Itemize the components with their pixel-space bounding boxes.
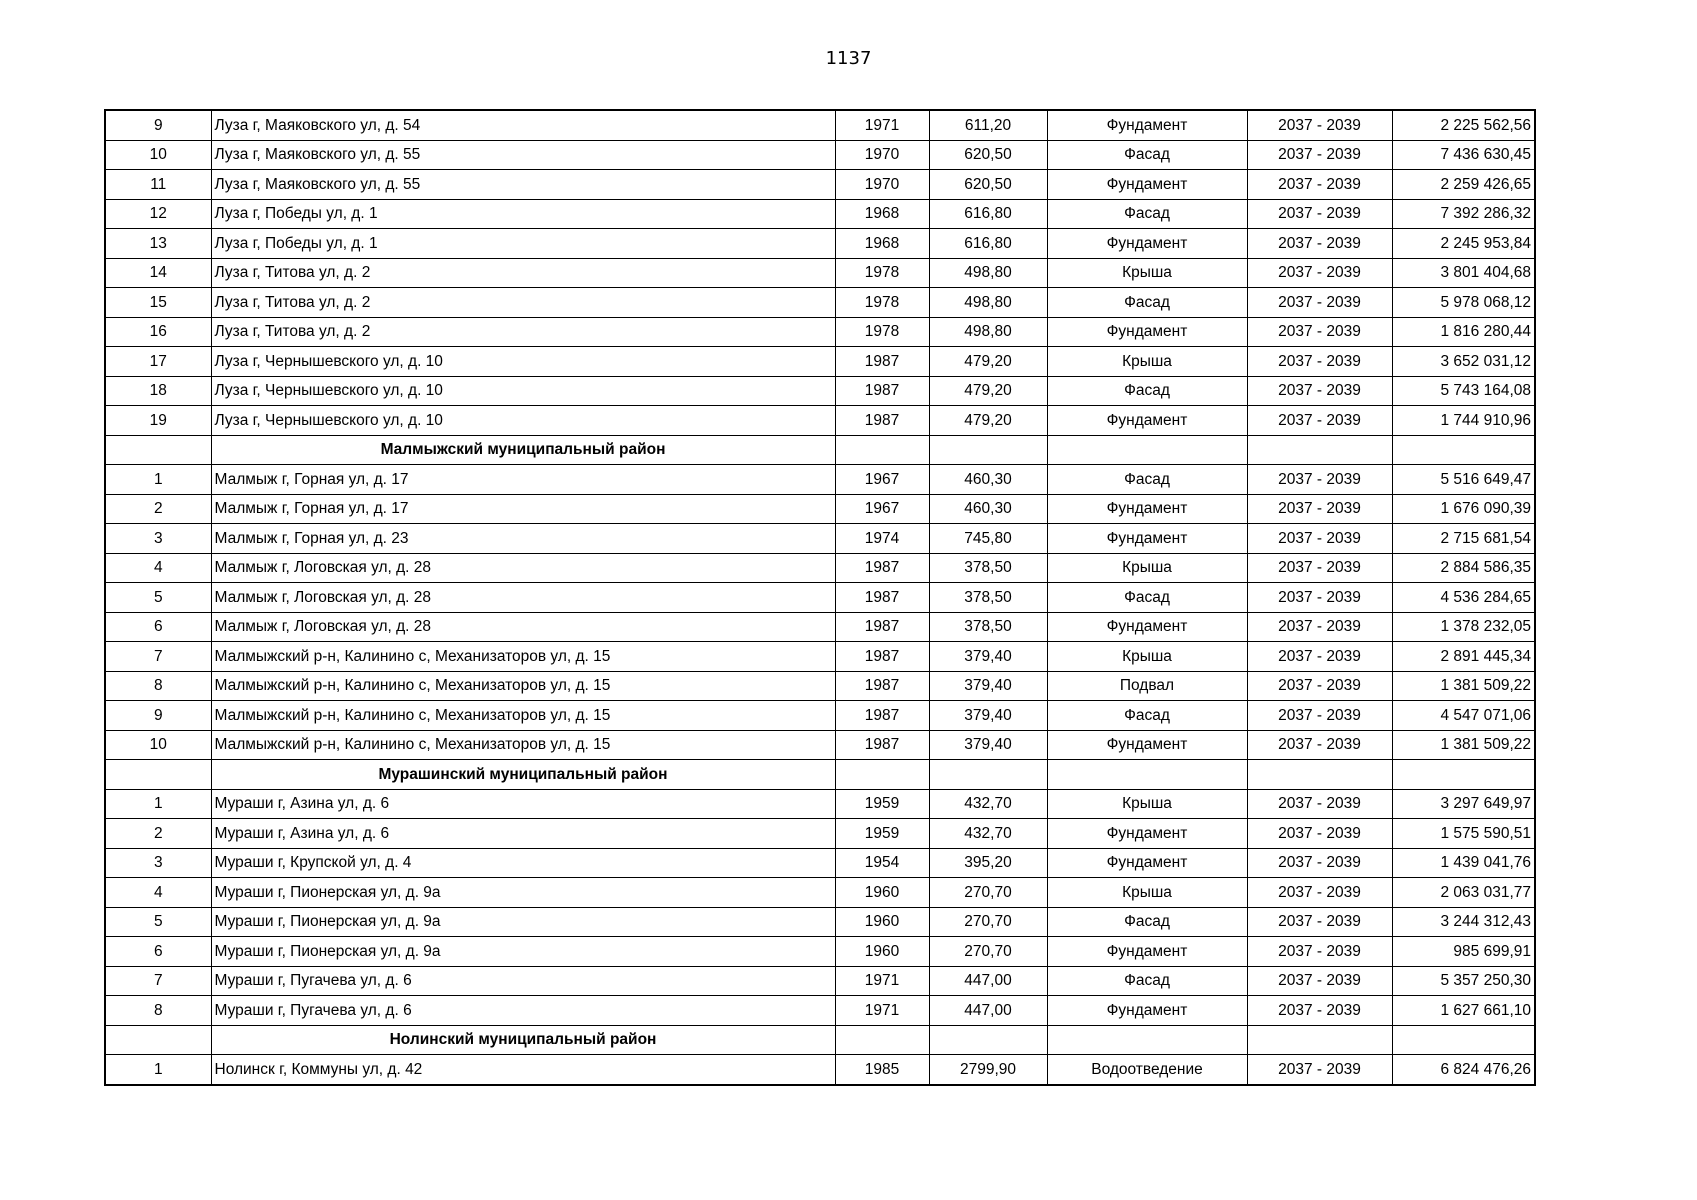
work-type-cell: Фасад bbox=[1047, 701, 1247, 731]
work-type-cell: Фундамент bbox=[1047, 110, 1247, 140]
year-built-cell: 1987 bbox=[835, 553, 929, 583]
period-cell: 2037 - 2039 bbox=[1247, 465, 1392, 495]
table-row bbox=[105, 701, 1535, 731]
cost-cell: 4 547 071,06 bbox=[1392, 701, 1535, 731]
period-cell: 2037 - 2039 bbox=[1247, 170, 1392, 200]
row-number-cell: 19 bbox=[105, 406, 211, 436]
table-row bbox=[105, 819, 1535, 849]
period-cell: 2037 - 2039 bbox=[1247, 730, 1392, 760]
period-cell: 2037 - 2039 bbox=[1247, 789, 1392, 819]
cost-cell: 5 516 649,47 bbox=[1392, 465, 1535, 495]
work-type-cell: Фундамент bbox=[1047, 819, 1247, 849]
address-cell: Малмыж г, Логовская ул, д. 28 bbox=[211, 583, 835, 613]
row-number-cell: 3 bbox=[105, 524, 211, 554]
table-row bbox=[105, 524, 1535, 554]
address-cell: Луза г, Чернышевского ул, д. 10 bbox=[211, 406, 835, 436]
row-number-cell: 1 bbox=[105, 465, 211, 495]
row-number-cell: 7 bbox=[105, 642, 211, 672]
year-built-cell: 1960 bbox=[835, 907, 929, 937]
work-type-cell: Крыша bbox=[1047, 258, 1247, 288]
area-cell: 379,40 bbox=[929, 671, 1047, 701]
year-built-cell: 1987 bbox=[835, 671, 929, 701]
period-cell: 2037 - 2039 bbox=[1247, 553, 1392, 583]
area-cell: 620,50 bbox=[929, 140, 1047, 170]
row-number-cell: 4 bbox=[105, 878, 211, 908]
row-number-cell: 10 bbox=[105, 730, 211, 760]
year-built-cell: 1987 bbox=[835, 642, 929, 672]
cost-cell: 3 652 031,12 bbox=[1392, 347, 1535, 377]
empty-cell bbox=[1247, 760, 1392, 790]
empty-cell bbox=[105, 760, 211, 790]
work-type-cell: Фундамент bbox=[1047, 170, 1247, 200]
work-type-cell: Фундамент bbox=[1047, 524, 1247, 554]
year-built-cell: 1987 bbox=[835, 730, 929, 760]
period-cell: 2037 - 2039 bbox=[1247, 612, 1392, 642]
area-cell: 611,20 bbox=[929, 110, 1047, 140]
table-row bbox=[105, 317, 1535, 347]
area-cell: 447,00 bbox=[929, 966, 1047, 996]
cost-cell: 2 884 586,35 bbox=[1392, 553, 1535, 583]
empty-cell bbox=[105, 1025, 211, 1055]
table-row bbox=[105, 966, 1535, 996]
work-type-cell: Фасад bbox=[1047, 907, 1247, 937]
period-cell: 2037 - 2039 bbox=[1247, 819, 1392, 849]
address-cell: Мураши г, Пионерская ул, д. 9а bbox=[211, 937, 835, 967]
year-built-cell: 1970 bbox=[835, 170, 929, 200]
address-cell: Малмыж г, Логовская ул, д. 28 bbox=[211, 553, 835, 583]
table-row bbox=[105, 789, 1535, 819]
address-cell: Луза г, Титова ул, д. 2 bbox=[211, 258, 835, 288]
period-cell: 2037 - 2039 bbox=[1247, 199, 1392, 229]
table-row bbox=[105, 612, 1535, 642]
work-type-cell: Крыша bbox=[1047, 642, 1247, 672]
year-built-cell: 1967 bbox=[835, 465, 929, 495]
table-row bbox=[105, 996, 1535, 1026]
cost-cell: 7 392 286,32 bbox=[1392, 199, 1535, 229]
period-cell: 2037 - 2039 bbox=[1247, 642, 1392, 672]
cost-cell: 1 575 590,51 bbox=[1392, 819, 1535, 849]
row-number-cell: 8 bbox=[105, 996, 211, 1026]
row-number-cell: 1 bbox=[105, 789, 211, 819]
section-row bbox=[105, 1025, 1535, 1055]
row-number-cell: 7 bbox=[105, 966, 211, 996]
cost-cell: 1 378 232,05 bbox=[1392, 612, 1535, 642]
address-cell: Малмыжский р-н, Калинино с, Механизаторов ул, д. 15 bbox=[211, 671, 835, 701]
address-cell: Луза г, Маяковского ул, д. 55 bbox=[211, 140, 835, 170]
area-cell: 379,40 bbox=[929, 642, 1047, 672]
address-cell: Нолинск г, Коммуны ул, д. 42 bbox=[211, 1055, 835, 1085]
year-built-cell: 1971 bbox=[835, 966, 929, 996]
work-type-cell: Фундамент bbox=[1047, 996, 1247, 1026]
table-row bbox=[105, 465, 1535, 495]
table-row bbox=[105, 878, 1535, 908]
cost-cell: 4 536 284,65 bbox=[1392, 583, 1535, 613]
section-title: Нолинский муниципальный район bbox=[211, 1025, 835, 1055]
year-built-cell: 1987 bbox=[835, 583, 929, 613]
work-type-cell: Фасад bbox=[1047, 288, 1247, 318]
repair-registry-table bbox=[104, 109, 1536, 1086]
period-cell: 2037 - 2039 bbox=[1247, 347, 1392, 377]
work-type-cell: Фасад bbox=[1047, 376, 1247, 406]
row-number-cell: 9 bbox=[105, 110, 211, 140]
area-cell: 379,40 bbox=[929, 730, 1047, 760]
year-built-cell: 1985 bbox=[835, 1055, 929, 1085]
row-number-cell: 2 bbox=[105, 819, 211, 849]
period-cell: 2037 - 2039 bbox=[1247, 937, 1392, 967]
address-cell: Мураши г, Азина ул, д. 6 bbox=[211, 819, 835, 849]
row-number-cell: 10 bbox=[105, 140, 211, 170]
area-cell: 498,80 bbox=[929, 288, 1047, 318]
period-cell: 2037 - 2039 bbox=[1247, 701, 1392, 731]
empty-cell bbox=[105, 435, 211, 465]
row-number-cell: 5 bbox=[105, 907, 211, 937]
page-number: 1137 bbox=[825, 48, 872, 69]
work-type-cell: Крыша bbox=[1047, 553, 1247, 583]
period-cell: 2037 - 2039 bbox=[1247, 848, 1392, 878]
year-built-cell: 1967 bbox=[835, 494, 929, 524]
address-cell: Мураши г, Пугачева ул, д. 6 bbox=[211, 996, 835, 1026]
row-number-cell: 5 bbox=[105, 583, 211, 613]
row-number-cell: 16 bbox=[105, 317, 211, 347]
row-number-cell: 2 bbox=[105, 494, 211, 524]
cost-cell: 5 743 164,08 bbox=[1392, 376, 1535, 406]
cost-cell: 6 824 476,26 bbox=[1392, 1055, 1535, 1085]
year-built-cell: 1974 bbox=[835, 524, 929, 554]
period-cell: 2037 - 2039 bbox=[1247, 317, 1392, 347]
work-type-cell: Фундамент bbox=[1047, 229, 1247, 259]
table-row bbox=[105, 1055, 1535, 1085]
empty-cell bbox=[1392, 1025, 1535, 1055]
area-cell: 620,50 bbox=[929, 170, 1047, 200]
table-row bbox=[105, 642, 1535, 672]
cost-cell: 985 699,91 bbox=[1392, 937, 1535, 967]
year-built-cell: 1987 bbox=[835, 612, 929, 642]
area-cell: 616,80 bbox=[929, 199, 1047, 229]
empty-cell bbox=[1047, 1025, 1247, 1055]
row-number-cell: 1 bbox=[105, 1055, 211, 1085]
address-cell: Мураши г, Пионерская ул, д. 9а bbox=[211, 907, 835, 937]
year-built-cell: 1971 bbox=[835, 110, 929, 140]
area-cell: 616,80 bbox=[929, 229, 1047, 259]
work-type-cell: Фасад bbox=[1047, 140, 1247, 170]
table-row bbox=[105, 848, 1535, 878]
area-cell: 378,50 bbox=[929, 553, 1047, 583]
area-cell: 2799,90 bbox=[929, 1055, 1047, 1085]
address-cell: Луза г, Маяковского ул, д. 54 bbox=[211, 110, 835, 140]
cost-cell: 2 063 031,77 bbox=[1392, 878, 1535, 908]
cost-cell: 3 297 649,97 bbox=[1392, 789, 1535, 819]
year-built-cell: 1987 bbox=[835, 347, 929, 377]
period-cell: 2037 - 2039 bbox=[1247, 583, 1392, 613]
row-number-cell: 4 bbox=[105, 553, 211, 583]
table-row bbox=[105, 376, 1535, 406]
area-cell: 395,20 bbox=[929, 848, 1047, 878]
period-cell: 2037 - 2039 bbox=[1247, 907, 1392, 937]
address-cell: Малмыжский р-н, Калинино с, Механизаторов ул, д. 15 bbox=[211, 730, 835, 760]
table-row bbox=[105, 140, 1535, 170]
work-type-cell: Фундамент bbox=[1047, 730, 1247, 760]
period-cell: 2037 - 2039 bbox=[1247, 966, 1392, 996]
empty-cell bbox=[835, 435, 929, 465]
cost-cell: 7 436 630,45 bbox=[1392, 140, 1535, 170]
area-cell: 270,70 bbox=[929, 907, 1047, 937]
table-row bbox=[105, 229, 1535, 259]
empty-cell bbox=[1392, 435, 1535, 465]
cost-cell: 3 801 404,68 bbox=[1392, 258, 1535, 288]
area-cell: 270,70 bbox=[929, 937, 1047, 967]
address-cell: Луза г, Титова ул, д. 2 bbox=[211, 288, 835, 318]
table-row bbox=[105, 288, 1535, 318]
table-row bbox=[105, 494, 1535, 524]
table-row bbox=[105, 937, 1535, 967]
empty-cell bbox=[835, 760, 929, 790]
cost-cell: 2 225 562,56 bbox=[1392, 110, 1535, 140]
row-number-cell: 6 bbox=[105, 937, 211, 967]
period-cell: 2037 - 2039 bbox=[1247, 406, 1392, 436]
area-cell: 745,80 bbox=[929, 524, 1047, 554]
table-row bbox=[105, 907, 1535, 937]
area-cell: 460,30 bbox=[929, 465, 1047, 495]
table-row bbox=[105, 730, 1535, 760]
address-cell: Мураши г, Пугачева ул, д. 6 bbox=[211, 966, 835, 996]
row-number-cell: 11 bbox=[105, 170, 211, 200]
period-cell: 2037 - 2039 bbox=[1247, 996, 1392, 1026]
area-cell: 432,70 bbox=[929, 789, 1047, 819]
work-type-cell: Фасад bbox=[1047, 465, 1247, 495]
year-built-cell: 1960 bbox=[835, 878, 929, 908]
address-cell: Малмыж г, Логовская ул, д. 28 bbox=[211, 612, 835, 642]
empty-cell bbox=[1247, 1025, 1392, 1055]
cost-cell: 5 978 068,12 bbox=[1392, 288, 1535, 318]
area-cell: 432,70 bbox=[929, 819, 1047, 849]
table-row bbox=[105, 258, 1535, 288]
year-built-cell: 1978 bbox=[835, 317, 929, 347]
table-row bbox=[105, 583, 1535, 613]
table-row bbox=[105, 671, 1535, 701]
period-cell: 2037 - 2039 bbox=[1247, 671, 1392, 701]
work-type-cell: Фундамент bbox=[1047, 937, 1247, 967]
empty-cell bbox=[1047, 760, 1247, 790]
year-built-cell: 1971 bbox=[835, 996, 929, 1026]
work-type-cell: Крыша bbox=[1047, 878, 1247, 908]
table-row bbox=[105, 110, 1535, 140]
address-cell: Луза г, Победы ул, д. 1 bbox=[211, 199, 835, 229]
work-type-cell: Подвал bbox=[1047, 671, 1247, 701]
area-cell: 498,80 bbox=[929, 258, 1047, 288]
area-cell: 498,80 bbox=[929, 317, 1047, 347]
empty-cell bbox=[1047, 435, 1247, 465]
cost-cell: 2 245 953,84 bbox=[1392, 229, 1535, 259]
year-built-cell: 1970 bbox=[835, 140, 929, 170]
cost-cell: 1 439 041,76 bbox=[1392, 848, 1535, 878]
address-cell: Малмыжский р-н, Калинино с, Механизаторов ул, д. 15 bbox=[211, 642, 835, 672]
section-row bbox=[105, 760, 1535, 790]
area-cell: 270,70 bbox=[929, 878, 1047, 908]
row-number-cell: 3 bbox=[105, 848, 211, 878]
period-cell: 2037 - 2039 bbox=[1247, 494, 1392, 524]
work-type-cell: Фасад bbox=[1047, 966, 1247, 996]
year-built-cell: 1959 bbox=[835, 819, 929, 849]
work-type-cell: Фундамент bbox=[1047, 612, 1247, 642]
year-built-cell: 1960 bbox=[835, 937, 929, 967]
table-row bbox=[105, 406, 1535, 436]
section-row bbox=[105, 435, 1535, 465]
section-title: Мурашинский муниципальный район bbox=[211, 760, 835, 790]
year-built-cell: 1978 bbox=[835, 288, 929, 318]
table-row bbox=[105, 347, 1535, 377]
row-number-cell: 9 bbox=[105, 701, 211, 731]
cost-cell: 1 381 509,22 bbox=[1392, 671, 1535, 701]
table-row bbox=[105, 553, 1535, 583]
table-row bbox=[105, 170, 1535, 200]
work-type-cell: Фундамент bbox=[1047, 494, 1247, 524]
period-cell: 2037 - 2039 bbox=[1247, 110, 1392, 140]
address-cell: Малмыжский р-н, Калинино с, Механизаторов ул, д. 15 bbox=[211, 701, 835, 731]
period-cell: 2037 - 2039 bbox=[1247, 140, 1392, 170]
empty-cell bbox=[929, 760, 1047, 790]
work-type-cell: Фундамент bbox=[1047, 848, 1247, 878]
area-cell: 378,50 bbox=[929, 612, 1047, 642]
address-cell: Луза г, Чернышевского ул, д. 10 bbox=[211, 376, 835, 406]
row-number-cell: 14 bbox=[105, 258, 211, 288]
cost-cell: 1 816 280,44 bbox=[1392, 317, 1535, 347]
area-cell: 460,30 bbox=[929, 494, 1047, 524]
cost-cell: 1 676 090,39 bbox=[1392, 494, 1535, 524]
year-built-cell: 1959 bbox=[835, 789, 929, 819]
area-cell: 479,20 bbox=[929, 376, 1047, 406]
year-built-cell: 1968 bbox=[835, 229, 929, 259]
area-cell: 379,40 bbox=[929, 701, 1047, 731]
work-type-cell: Фасад bbox=[1047, 199, 1247, 229]
row-number-cell: 8 bbox=[105, 671, 211, 701]
area-cell: 479,20 bbox=[929, 406, 1047, 436]
year-built-cell: 1987 bbox=[835, 376, 929, 406]
work-type-cell: Фундамент bbox=[1047, 406, 1247, 436]
area-cell: 479,20 bbox=[929, 347, 1047, 377]
address-cell: Луза г, Чернышевского ул, д. 10 bbox=[211, 347, 835, 377]
period-cell: 2037 - 2039 bbox=[1247, 288, 1392, 318]
address-cell: Малмыж г, Горная ул, д. 17 bbox=[211, 465, 835, 495]
work-type-cell: Крыша bbox=[1047, 789, 1247, 819]
row-number-cell: 13 bbox=[105, 229, 211, 259]
empty-cell bbox=[929, 1025, 1047, 1055]
cost-cell: 3 244 312,43 bbox=[1392, 907, 1535, 937]
year-built-cell: 1987 bbox=[835, 406, 929, 436]
empty-cell bbox=[1392, 760, 1535, 790]
period-cell: 2037 - 2039 bbox=[1247, 258, 1392, 288]
address-cell: Мураши г, Азина ул, д. 6 bbox=[211, 789, 835, 819]
period-cell: 2037 - 2039 bbox=[1247, 229, 1392, 259]
empty-cell bbox=[835, 1025, 929, 1055]
year-built-cell: 1968 bbox=[835, 199, 929, 229]
cost-cell: 1 381 509,22 bbox=[1392, 730, 1535, 760]
row-number-cell: 17 bbox=[105, 347, 211, 377]
table-row bbox=[105, 199, 1535, 229]
period-cell: 2037 - 2039 bbox=[1247, 524, 1392, 554]
area-cell: 447,00 bbox=[929, 996, 1047, 1026]
period-cell: 2037 - 2039 bbox=[1247, 1055, 1392, 1085]
cost-cell: 1 744 910,96 bbox=[1392, 406, 1535, 436]
row-number-cell: 12 bbox=[105, 199, 211, 229]
address-cell: Луза г, Победы ул, д. 1 bbox=[211, 229, 835, 259]
cost-cell: 2 259 426,65 bbox=[1392, 170, 1535, 200]
address-cell: Луза г, Титова ул, д. 2 bbox=[211, 317, 835, 347]
work-type-cell: Фасад bbox=[1047, 583, 1247, 613]
cost-cell: 2 891 445,34 bbox=[1392, 642, 1535, 672]
work-type-cell: Крыша bbox=[1047, 347, 1247, 377]
empty-cell bbox=[1247, 435, 1392, 465]
work-type-cell: Фундамент bbox=[1047, 317, 1247, 347]
year-built-cell: 1978 bbox=[835, 258, 929, 288]
section-title: Малмыжский муниципальный район bbox=[211, 435, 835, 465]
year-built-cell: 1954 bbox=[835, 848, 929, 878]
address-cell: Луза г, Маяковского ул, д. 55 bbox=[211, 170, 835, 200]
work-type-cell: Водоотведение bbox=[1047, 1055, 1247, 1085]
row-number-cell: 18 bbox=[105, 376, 211, 406]
address-cell: Малмыж г, Горная ул, д. 17 bbox=[211, 494, 835, 524]
year-built-cell: 1987 bbox=[835, 701, 929, 731]
cost-cell: 1 627 661,10 bbox=[1392, 996, 1535, 1026]
area-cell: 378,50 bbox=[929, 583, 1047, 613]
row-number-cell: 15 bbox=[105, 288, 211, 318]
address-cell: Мураши г, Крупской ул, д. 4 bbox=[211, 848, 835, 878]
row-number-cell: 6 bbox=[105, 612, 211, 642]
address-cell: Малмыж г, Горная ул, д. 23 bbox=[211, 524, 835, 554]
cost-cell: 2 715 681,54 bbox=[1392, 524, 1535, 554]
cost-cell: 5 357 250,30 bbox=[1392, 966, 1535, 996]
empty-cell bbox=[929, 435, 1047, 465]
period-cell: 2037 - 2039 bbox=[1247, 878, 1392, 908]
period-cell: 2037 - 2039 bbox=[1247, 376, 1392, 406]
address-cell: Мураши г, Пионерская ул, д. 9а bbox=[211, 878, 835, 908]
